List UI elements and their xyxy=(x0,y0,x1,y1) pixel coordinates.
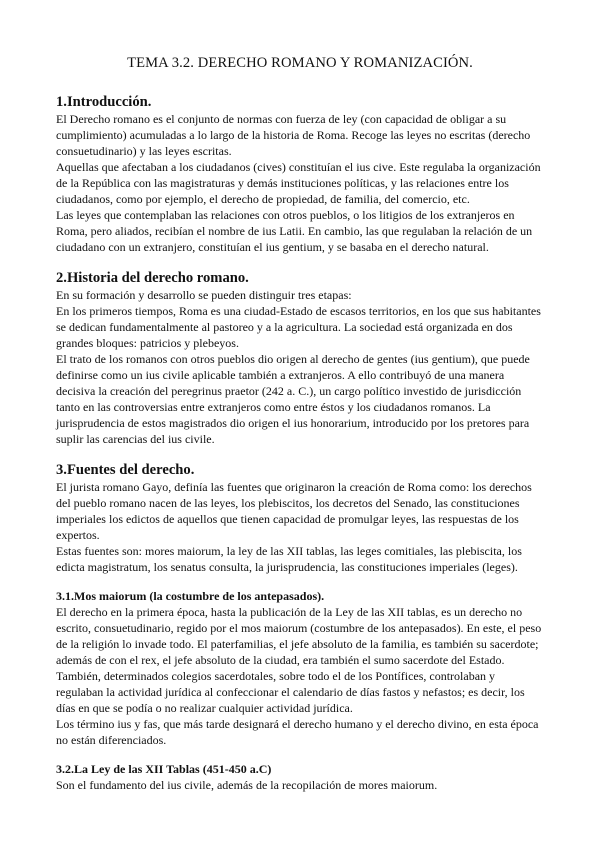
paragraph: Son el fundamento del ius civile, además de la recopilación de mores maiorum. xyxy=(56,778,438,792)
section-spacer xyxy=(56,255,544,269)
document-title: TEMA 3.2. DERECHO ROMANO Y ROMANIZACIÓN. xyxy=(127,55,473,71)
subsection-heading-mos-maiorum: 3.1.Mos maiorum (la costumbre de los antepasados). xyxy=(56,589,325,603)
paragraph: El jurista romano Gayo, definía las fuentes que originaron la creación de Roma como: los derechos del pueblo romano nacen de las leyes, los plebiscitos, los decretos del Senado, las constituciones imperiales los edictos de aquellos que tienen capacidad de promulgar leyes, las respuestas de los expertos. xyxy=(56,480,532,542)
subsection-heading-xii-tablas: 3.2.La Ley de las XII Tablas (451-450 a.C) xyxy=(56,762,272,776)
section-historia xyxy=(56,269,544,447)
subsection-mos-maiorum xyxy=(56,588,544,748)
paragraph: Estas fuentes son: mores maiorum, la ley de las XII tablas, las leges comitiales, las plebiscita, los edicta magistratum, los senatus consulta, la jurisprudencia, las constituciones imperiales (leges). xyxy=(56,544,522,574)
section-introduccion xyxy=(56,93,544,255)
paragraph: Las leyes que contemplaban las relaciones con otros pueblos, o los litigios de los extranjeros en Roma, pero aliados, recibían el nombre de ius Latii. En cambio, las que regulaban la relación de un ciudadano con un extranjero, constituían el ius gentium, y se basaba en el derecho natural. xyxy=(56,208,533,254)
paragraph: Aquellas que afectaban a los ciudadanos (cives) constituían el ius cive. Este regulaba la organización de la República con las magistraturas y demás instituciones políticas, y las relaciones entre los ciudadanos, como por ejemplo, el derecho de propiedad, de familia, del comercio, etc. xyxy=(56,160,541,206)
paragraph: El derecho en la primera época, hasta la publicación de la Ley de las XII tablas, es un derecho no escrito, consuetudinario, regido por el mos maiorum (costumbre de los antepasados). En este, el peso de la religión lo invade todo. El paterfamilias, el jefe absoluto de la familia, es también su sacerdote; además de con el rex, el jefe absoluto de la ciudad, era también el sumo sacerdote del Estado. xyxy=(56,605,542,667)
section-heading-historia: 2.Historia del derecho romano. xyxy=(56,270,249,286)
paragraph: Los término ius y fas, que más tarde designará el derecho humano y el derecho divino, en esta época no están diferenciados. xyxy=(56,717,539,747)
paragraph: El Derecho romano es el conjunto de normas con fuerza de ley (con capacidad de obligar a su cumplimiento) acumuladas a lo largo de la historia de Roma. Recoge las leyes no escritas (derecho consuetudinario) y las leyes escritas. xyxy=(56,112,531,158)
section-spacer xyxy=(56,447,544,461)
section-heading-fuentes: 3.Fuentes del derecho. xyxy=(56,462,195,478)
section-spacer xyxy=(56,575,544,588)
document-page xyxy=(56,54,544,793)
section-heading-introduccion: 1.Introducción. xyxy=(56,94,152,110)
paragraph: En su formación y desarrollo se pueden distinguir tres etapas: xyxy=(56,288,352,302)
subsection-xii-tablas xyxy=(56,761,544,793)
section-fuentes xyxy=(56,461,544,575)
section-spacer xyxy=(56,748,544,761)
paragraph: El trato de los romanos con otros pueblos dio origen al derecho de gentes (ius gentium), que puede definirse como un ius civile aplicable también a extranjeros. A ello contribuyó de una manera decisiva la creación del peregrinus praetor (242 a. C.), un cargo político investido de jurisdicción tanto en las controversias entre extranjeros como entre éstos y los ciudadanos romanos. La jurisprudencia de estos magistrados dio origen el ius honorarium, introducido por los pretores para suplir las carencias del ius civile. xyxy=(56,352,530,446)
paragraph: En los primeros tiempos, Roma es una ciudad-Estado de escasos territorios, en los que sus habitantes se dedican fundamentalmente al pastoreo y a la agricultura. La sociedad está organizada en dos grandes bloques: patricios y plebeyos. xyxy=(56,304,541,350)
paragraph: También, determinados colegios sacerdotales, sobre todo el de los Pontífices, controlaban y regulaban la actividad jurídica al confeccionar el calendario de días fastos y nefastos; es decir, los días en que se podía o no realizar cualquier actividad jurídica. xyxy=(56,669,525,715)
